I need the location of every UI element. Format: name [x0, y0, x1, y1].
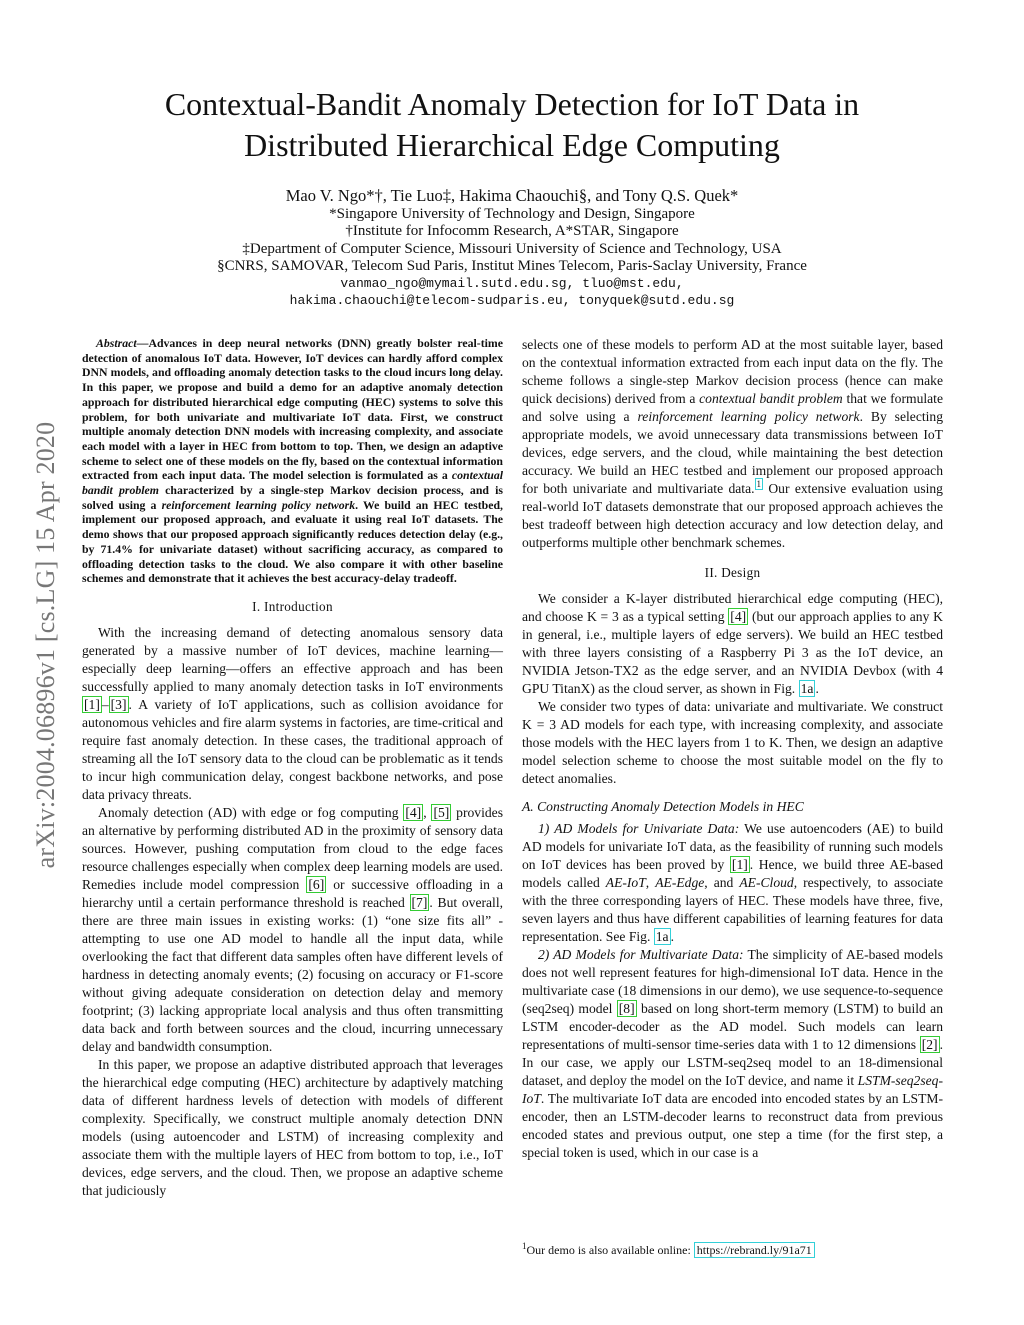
- multivariate-heading: 2) AD Models for Multivariate Data:: [538, 947, 744, 962]
- intro-paragraph-3-continued: selects one of these models to perform AD at the most suitable layer, based on the contextual information extracted from each input data on the fly. The scheme follows a single-step Markov decision process (hence can make quick decisions) derived from a contextual bandit problem that we formulate and solve using a reinforcement learning policy network. By selecting appropriate models, we avoid unnecessary data transmissions between IoT devices, edge servers, and the cloud, while maintaining the best detection accuracy. We build an HEC testbed and implement our proposed approach for both univariate and multivariate data. $^1$ Our extensive evaluation using real-world IoT datasets demonstrate that our proposed approach achieves the best tradeoff between high detection accuracy and low detection delay, and outperforms multiple other benchmark schemes.: [522, 337, 943, 550]
- abstract: Abstract—Advances in deep neural networks (DNN) greatly bolster real-time detection of anomalous IoT data. However, IoT devices can hardly afford complex DNN models, and offloading anomaly detection tasks to the cloud incurs long delay. In this paper, we propose and build a demo for an adaptive anomaly detection approach for distributed hierarchical edge computing (HEC) systems to solve this problem, for both univariate and multivariate IoT data. First, we construct multiple anomaly detection DNN models with increasing complexity, and associate each model with a layer in HEC from bottom to top. Then, we design an adaptive scheme to select one of these models on the fly, based on the contextual information extracted from each input data. The model selection is formulated as a contextual bandit problem characterized by a single-step Markov decision process, and is solved using a reinforcement learning policy network. We build an HEC testbed, implement our proposed approach, and evaluate it using real IoT datasets. The demo shows that our proposed approach significantly reduces detection delay (e.g., by 71.4% for univariate dataset) without sacrificing accuracy, as compared to offloading detection tasks to the cloud. We also compare it with other baseline schemes and demonstrate that it achieves the best accuracy-delay tradeoff.: [82, 336, 503, 586]
- citation-link[interactable]: [1]: [731, 857, 748, 872]
- citation-link[interactable]: [4]: [730, 609, 747, 624]
- intro-paragraph-2: Anomaly detection (AD) with edge or fog computing [4] , [5] provides an alternative by performing distributed AD in the proximity of sensory data sources. However, pushing computation from cloud to the edge faces resource challenges especially when complex deep learning models are used. Remedies include model compression [6] or successive offloading in a hierarchy until a certain performance threshold is reached [7] . But overall, there are three main issues in existing works: (1) “one size fits all” - attempting to use one AD model to handle all the input data, while overlooking the fact that different data samples often have different levels of hardness in detecting anomaly events; (2) focusing on accuracy or F1-score without giving adequate consideration on detection delay and memory footprint; (3) lacking appropriate local analysis and thus often transmitting data back and forth between sources and the cloud, incurring unnecessary delay and bandwidth consumption.: [82, 804, 503, 1054]
- citation-link[interactable]: [7]: [411, 894, 428, 910]
- citation-link[interactable]: [6]: [308, 876, 325, 892]
- emails-line-1: vanmao_ngo@mymail.sutd.edu.sg, tluo@mst.edu,: [340, 276, 684, 292]
- section-heading-introduction: I. Introduction: [252, 598, 333, 614]
- univariate-heading: 1) AD Models for Univariate Data:: [538, 821, 740, 836]
- citation-link[interactable]: [4]: [405, 804, 422, 820]
- design-paragraph-1: We consider a K-layer distributed hierarchical edge computing (HEC), and choose K = 3 as a typical setting [4] (but our approach applies to any K in general, i.e., multiple layers of edge servers). We build an HEC testbed with three layers consisting of a Raspberry Pi 3 as the IoT device, an NVIDIA Jetson-TX2 as the edge server, and an NVIDIA Devbox (with 4 GPU TitanX) as the cloud server, as shown in Fig. 1a .: [522, 591, 943, 696]
- footnote-marker[interactable]: 1: [756, 479, 761, 490]
- title-line-1: Contextual-Bandit Anomaly Detection for IoT Data in: [164, 86, 860, 122]
- left-column: [82, 336, 503, 1200]
- citation-link[interactable]: [8]: [618, 1001, 635, 1016]
- affiliation-4: §CNRS, SAMOVAR, Telecom Sud Paris, Institut Mines Telecom, Paris-Saclay University, France: [217, 257, 807, 274]
- intro-paragraph-1: With the increasing demand of detecting anomalous sensory data generated by a massive number of IoT devices, machine learning—especially deep learning—offers an effective approach and has been successfully applied to many anomaly detection tasks in IoT environments [1] – [3] . A variety of IoT applications, such as collision avoidance for autonomous vehicles and fire alarm systems in factories, are time-critical and require fast anomaly detection. In these cases, the traditional approach of streaming all the IoT sensory data to the cloud can be problematic as it tends to incur high communication delay, congest backbone networks, and pose data privacy threats.: [82, 624, 503, 802]
- univariate-paragraph: 1) AD Models for Univariate Data: We use autoencoders (AE) to build AD models for univariate IoT data, as the feasibility of running such models on IoT devices has been proved by [1] . Hence, we build three AE-based models called AE-IoT, AE-Edge, and AE-Cloud, respectively, to associate with the three corresponding layers of HEC. These models have three, five, seven layers and thus have different capabilities of learning features for data representation. See Fig. 1a .: [522, 821, 944, 944]
- right-column: [522, 336, 943, 1162]
- author-list: Mao V. Ngo*†, Tie Luo‡, Hakima Chaouchi§, and Tony Q.S. Quek*: [285, 186, 739, 205]
- figure-link[interactable]: 1a: [800, 681, 814, 696]
- citation-link[interactable]: [5]: [433, 804, 450, 820]
- author-block: [100, 186, 924, 310]
- affiliation-1: *Singapore University of Technology and Design, Singapore: [329, 206, 695, 222]
- footnote-text: Our demo is also available online:: [526, 1243, 694, 1257]
- affiliation-2: †Institute for Infocomm Research, A*STAR, Singapore: [345, 223, 679, 240]
- footnote-number: 1: [522, 1241, 527, 1251]
- section-heading-design: II. Design: [704, 565, 761, 580]
- affiliation-3: ‡Department of Computer Science, Missouri University of Science and Technology, USA: [242, 240, 782, 257]
- paper-title: [100, 84, 924, 166]
- title-line-2: Distributed Hierarchical Edge Computing: [244, 127, 780, 163]
- multivariate-paragraph: 2) AD Models for Multivariate Data: The simplicity of AE-based models does not well represent features for high-dimensional IoT data. Hence in the multivariate case (18 dimensions in our demo), we use sequence-to-sequence (seq2seq) model [8] based on long short-term memory (LSTM) to build an LSTM encoder-decoder as the AD model. Such models can learn representations of multi-sensor time-series data with 1 to 12 dimensions [2] . In our case, we apply our LSTM-seq2seq model to an 18-dimensional dataset, and deploy the model on the IoT device, and name it LSTM-seq2seq-IoT. The multivariate IoT data are encoded into encoded states by an LSTM-encoder, then an LSTM-decoder learns to reconstruct data from previous encoded states and previous output, one step a time (for the first step, a special token is used, which in our case is a: [522, 947, 943, 1160]
- arxiv-sidebar: [26, 345, 66, 945]
- footnote: [522, 1243, 943, 1258]
- intro-paragraph-3: In this paper, we propose an adaptive distributed approach that leverages the hierarchical edge computing (HEC) architecture by adaptively matching data of different hardness levels of detection with models of different complexity. Specifically, we construct multiple anomaly detection DNN models (using autoencoder and LSTM) of increasing complexity and associate them with the multiple layers of HEC from bottom to top, i.e., IoT devices, edge servers, and the cloud. Then, we propose an adaptive scheme that judiciously: [82, 1056, 503, 1198]
- abstract-label: Abstract: [96, 336, 137, 350]
- design-paragraph-2: We consider two types of data: univariate and multivariate. We construct K = 3 AD models for each type, with increasing complexity, and associate those models with the HEC layers from 1 to K. Then, we design an adaptive model selection scheme to choose the most suitable model on the fly to detect anomalies.: [522, 699, 943, 786]
- figure-link[interactable]: 1a: [655, 929, 669, 944]
- demo-url-link[interactable]: https://rebrand.ly/91a71: [694, 1242, 815, 1258]
- citation-link[interactable]: [2]: [921, 1037, 938, 1052]
- emails-line-2: hakima.chaouchi@telecom-sudparis.eu, tonyquek@sutd.edu.sg: [289, 293, 735, 309]
- citation-link[interactable]: [1]: [84, 696, 100, 712]
- subsection-heading-a: A. Constructing Anomaly Detection Models in HEC: [522, 799, 804, 814]
- citation-link[interactable]: [3]: [110, 696, 127, 712]
- arxiv-identifier: arXiv:2004.06896v1 [cs.LG] 15 Apr 2020: [31, 421, 60, 869]
